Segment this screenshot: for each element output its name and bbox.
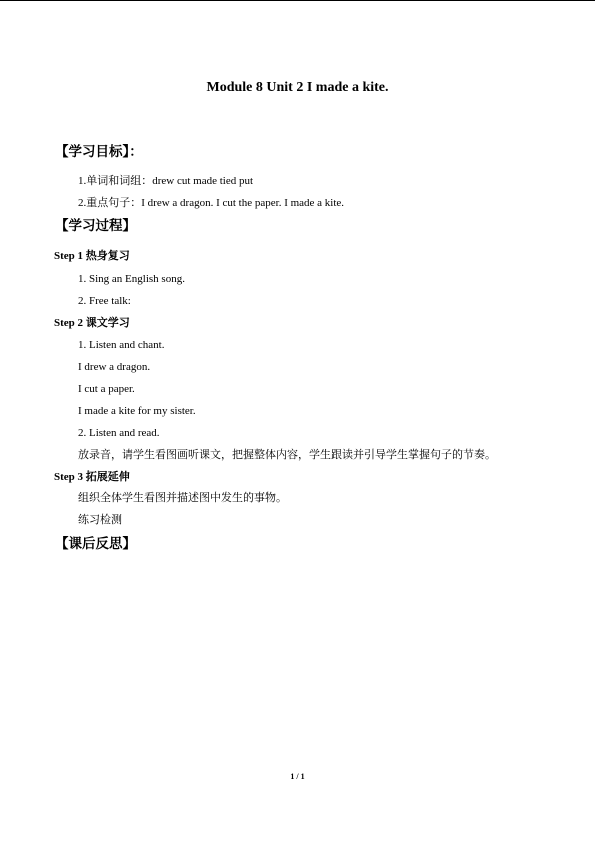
step-1-heading: Step 1 热身复习 — [54, 250, 130, 262]
step-1-line: 1. Sing an English song. — [78, 273, 185, 285]
document-title: Module 8 Unit 2 I made a kite. — [206, 80, 389, 95]
step-2-line: I cut a paper. — [78, 383, 135, 395]
step-2-heading: Step 2 课文学习 — [54, 317, 130, 329]
objectives-heading: 【学习目标】： — [55, 144, 143, 160]
objective-item-sentences: 2.重点句子：I drew a dragon. I cut the paper. I made a kite. — [78, 197, 345, 209]
header-rule — [0, 0, 595, 1]
step-3-heading: Step 3 拓展延伸 — [54, 471, 130, 483]
step-2-line: 1. Listen and chant. — [78, 339, 165, 351]
step-2-line: I made a kite for my sister. — [78, 405, 196, 417]
step-2-line: I drew a dragon. — [78, 361, 151, 373]
step-2-line: 2. Listen and read. — [78, 427, 160, 439]
reflection-heading: 【课后反思】 — [55, 536, 136, 552]
step-2-line: 放录音，请学生看图画听课文，把握整体内容，学生跟读并引导学生掌握句子的节奏。 — [78, 449, 496, 461]
process-heading: 【学习过程】 — [55, 218, 136, 234]
objective-item-vocabulary: 1.单词和词组：drew cut made tied put — [78, 175, 254, 187]
step-3-line: 练习检测 — [78, 514, 122, 526]
step-3-line: 组织全体学生看图并描述图中发生的事物。 — [78, 492, 287, 504]
page-number: 1 / 1 — [290, 772, 305, 781]
step-1-line: 2. Free talk: — [78, 295, 131, 307]
